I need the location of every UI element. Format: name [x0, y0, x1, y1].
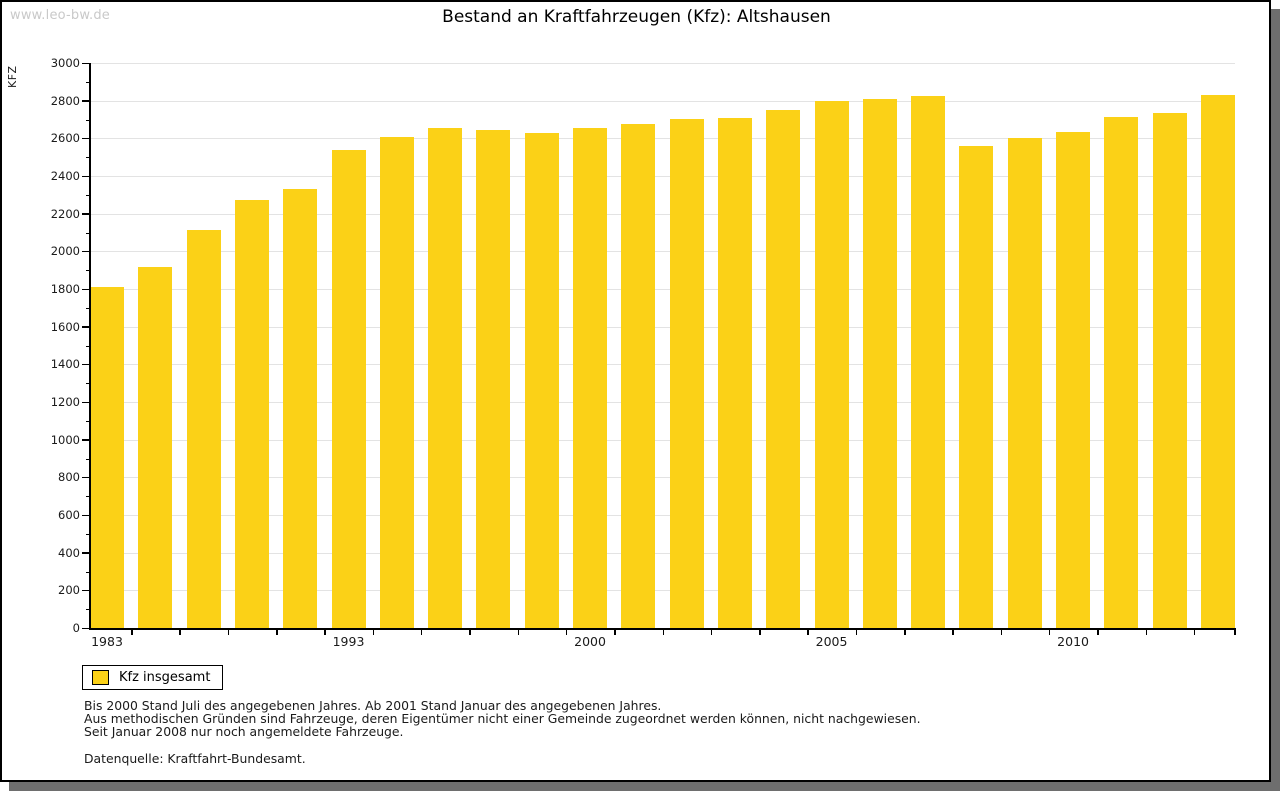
bar-2011 [1104, 117, 1138, 628]
data-source: Datenquelle: Kraftfahrt-Bundesamt. [84, 751, 306, 766]
x-tick [663, 630, 665, 635]
x-tick [1001, 630, 1003, 635]
x-tick [1146, 630, 1148, 635]
legend-swatch-icon [92, 670, 109, 685]
x-tick-label: 2010 [1057, 634, 1089, 649]
y-tick-label: 0 [72, 621, 80, 635]
bar-2002 [670, 119, 704, 628]
y-axis-title: KFZ [6, 65, 19, 88]
footnotes [84, 699, 921, 739]
bar-2005 [815, 101, 849, 628]
bar-2003 [718, 118, 752, 628]
bar-1985 [138, 267, 172, 628]
bar-2001 [621, 124, 655, 628]
bar-2008 [959, 146, 993, 628]
y-tick-label: 2200 [50, 206, 80, 221]
footnote-line: Bis 2000 Stand Juli des angegebenen Jahres. Ab 2001 Stand Januar des angegebenen Jahres. [84, 698, 662, 713]
bar-1983 [90, 287, 124, 628]
x-tick [1194, 630, 1196, 635]
y-tick-label: 3000 [50, 56, 80, 70]
x-tick-label: 2000 [574, 634, 606, 649]
y-axis-line [89, 63, 91, 629]
x-tick [711, 630, 713, 635]
bar-2013 [1201, 95, 1235, 628]
footnote-line: Seit Januar 2008 nur noch angemeldete Fahrzeuge. [84, 724, 404, 740]
x-tick [276, 630, 278, 635]
y-tick-label: 1200 [50, 395, 80, 409]
x-tick-label: 2005 [815, 634, 848, 649]
y-tick-label: 1600 [50, 319, 80, 334]
x-tick [421, 630, 423, 635]
bar-2009 [1008, 138, 1042, 628]
bar-1995 [380, 137, 414, 628]
gridline [90, 63, 1235, 64]
x-tick [469, 630, 471, 635]
legend-label: Kfz insgesamt [119, 670, 211, 685]
y-tick-label: 1000 [50, 432, 80, 447]
x-axis-line [89, 628, 1236, 630]
x-tick [759, 630, 761, 635]
y-tick-label: 1400 [50, 357, 80, 372]
bar-1998 [476, 130, 510, 628]
bar-2004 [766, 110, 800, 628]
y-tick-label: 2000 [50, 244, 80, 259]
bar-2012 [1153, 113, 1187, 628]
y-tick-label: 400 [58, 545, 80, 560]
y-tick-label: 2800 [50, 93, 80, 108]
x-tick-label: 1983 [91, 634, 123, 649]
x-tick [1234, 630, 1236, 635]
y-tick-label: 800 [58, 470, 80, 485]
bar-1993 [332, 150, 366, 628]
x-tick [904, 630, 906, 635]
y-tick-label: 600 [58, 508, 80, 522]
chart-title: Bestand an Kraftfahrzeugen (Kfz): Altshausen [442, 7, 831, 27]
bar-2010 [1056, 132, 1090, 628]
y-tick-label: 1800 [50, 282, 80, 296]
footnote-line: Aus methodischen Gründen sind Fahrzeuge, deren Eigentümer nicht einer Gemeinde zugeordnet werden können, nicht nachgewiesen. [84, 711, 921, 727]
bar-2007 [911, 96, 945, 628]
y-tick-label: 2600 [50, 131, 80, 146]
y-tick-label: 2400 [50, 169, 80, 183]
bar-1991 [283, 189, 317, 628]
watermark-leo-bw: www.leo-bw.de [10, 8, 111, 23]
x-tick [179, 630, 181, 635]
bar-1997 [428, 128, 462, 628]
bar-2000 [573, 128, 607, 628]
bar-2006 [863, 99, 897, 628]
legend [82, 665, 223, 690]
x-tick [228, 630, 230, 635]
x-tick-label: 1993 [332, 634, 365, 649]
bar-1989 [235, 200, 269, 628]
gridline [90, 101, 1235, 102]
plot-area [90, 63, 1235, 628]
x-tick [952, 630, 954, 635]
bar-1999 [525, 133, 559, 628]
x-tick [518, 630, 520, 635]
bar-1987 [187, 230, 221, 628]
y-tick-label: 200 [58, 583, 80, 598]
